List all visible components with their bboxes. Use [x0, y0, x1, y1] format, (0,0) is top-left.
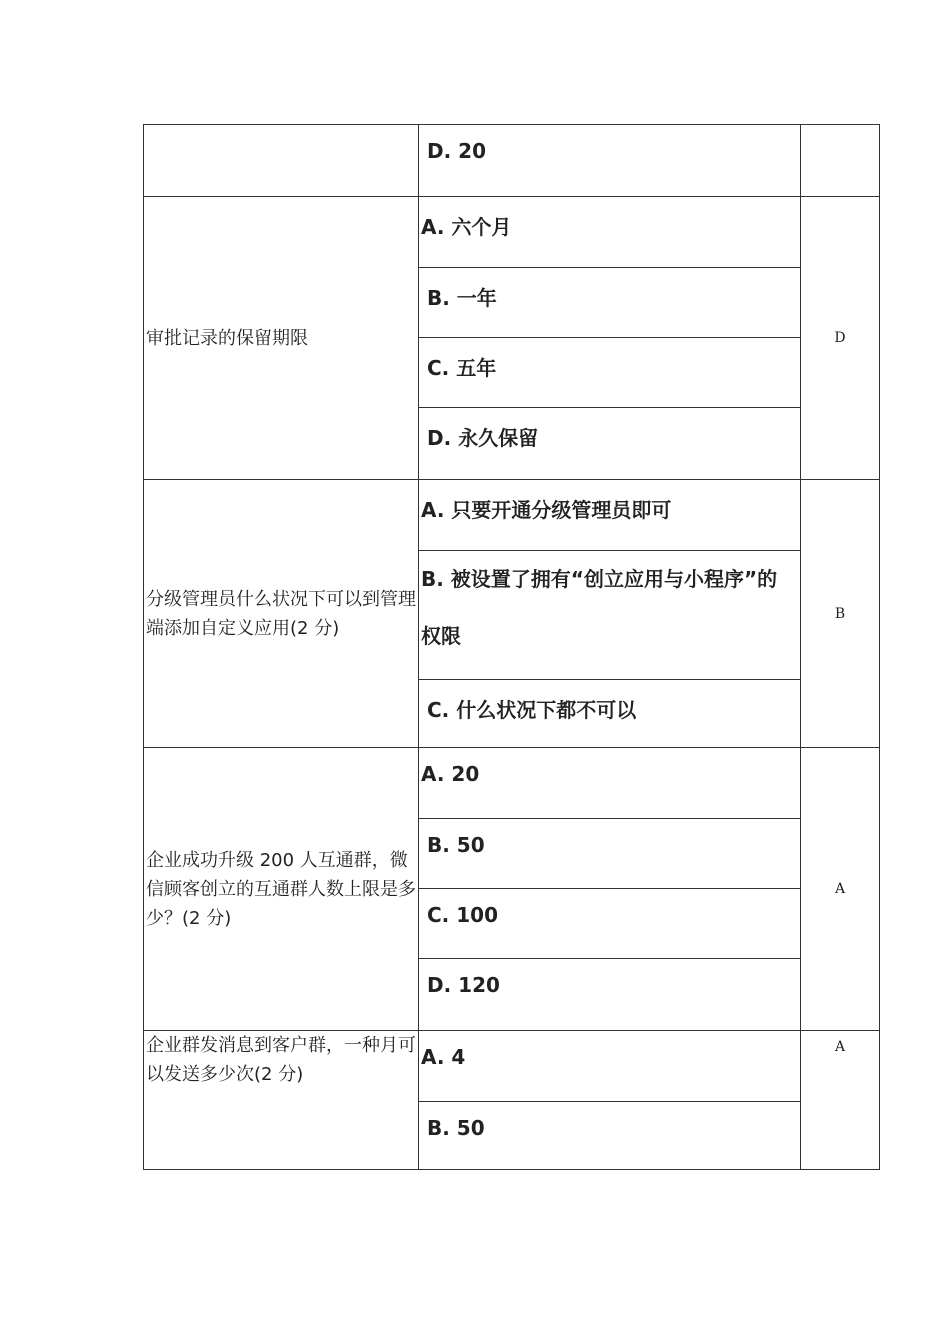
option-text: A. 只要开通分级管理员即可 — [421, 498, 672, 522]
option-item — [419, 407, 800, 478]
option-text: B. 50 — [427, 833, 485, 857]
options-cell — [419, 197, 801, 479]
option-text: C. 什么状况下都不可以 — [427, 698, 637, 722]
option-text: A. 六个月 — [421, 215, 512, 239]
answer-cell — [801, 1031, 879, 1169]
options-cell — [419, 480, 801, 747]
option-item — [419, 337, 800, 407]
option-text: C. 100 — [427, 903, 498, 927]
option-text: C. 五年 — [427, 356, 497, 380]
option-item — [419, 480, 800, 550]
option-item — [419, 679, 800, 749]
option-text: D. 120 — [427, 973, 500, 997]
answer-cell — [801, 748, 879, 1030]
table-row — [144, 1030, 879, 1169]
option-item — [419, 1101, 800, 1170]
question-text: 分级管理员什么状况下可以到管理端添加自定义应用(2 分) — [146, 588, 416, 639]
option-item — [419, 818, 800, 888]
table-row — [144, 125, 879, 196]
option-item — [419, 1031, 800, 1101]
option-text: D. 永久保留 — [427, 426, 539, 450]
question-cell — [144, 125, 419, 196]
option-item — [419, 550, 800, 679]
option-item — [419, 197, 800, 267]
option-text: A. 20 — [421, 762, 480, 786]
question-text: 企业成功升级 200 人互通群，微信顾客创立的互通群人数上限是多少？(2 分) — [146, 849, 416, 929]
option-item — [419, 748, 800, 818]
answer-text: D — [834, 330, 846, 346]
option-text: D. 20 — [427, 139, 486, 163]
option-item — [419, 125, 800, 195]
answer-text: A — [834, 1039, 846, 1055]
answer-text: B — [834, 605, 846, 622]
question-cell — [144, 748, 419, 1030]
question-cell — [144, 197, 419, 479]
options-cell — [419, 125, 801, 196]
option-text: B. 一年 — [427, 286, 497, 310]
quiz-table — [143, 124, 880, 1170]
option-item — [419, 958, 800, 1029]
answer-cell — [801, 197, 879, 479]
option-text: B. 被设置了拥有“创立应用与小程序”的权限 — [421, 567, 778, 648]
answer-cell — [801, 125, 879, 196]
table-row — [144, 479, 879, 747]
options-cell — [419, 1031, 801, 1169]
options-cell — [419, 748, 801, 1030]
question-text: 企业群发消息到客户群，一种月可以发送多少次(2 分) — [146, 1035, 416, 1085]
question-text: 审批记录的保留期限 — [146, 327, 308, 349]
option-item — [419, 267, 800, 337]
answer-text: A — [834, 881, 846, 897]
option-item — [419, 888, 800, 958]
question-cell — [144, 1031, 419, 1169]
answer-cell — [801, 480, 879, 747]
question-cell — [144, 480, 419, 747]
table-row — [144, 196, 879, 479]
option-text: A. 4 — [421, 1045, 466, 1069]
table-row — [144, 747, 879, 1030]
option-text: B. 50 — [427, 1116, 485, 1140]
